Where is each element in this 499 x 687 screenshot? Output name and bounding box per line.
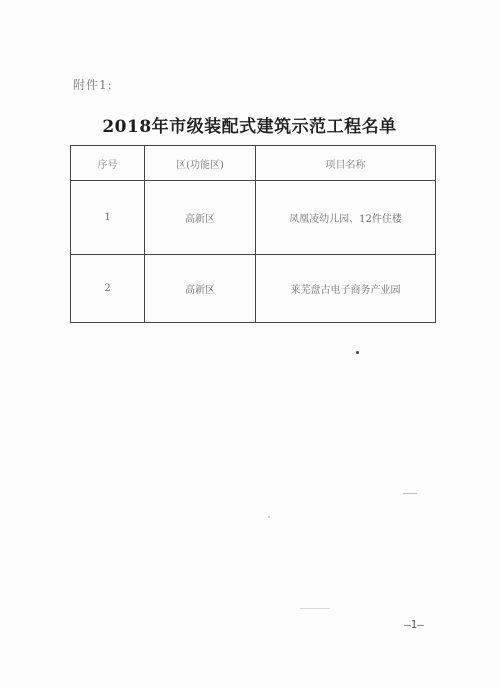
page-number: —1—	[404, 618, 424, 631]
table-header-row	[71, 146, 436, 181]
cell-district: 高新区	[145, 255, 256, 323]
cell-index: 1	[71, 181, 145, 255]
attachment-label: 附件1:	[73, 78, 113, 92]
scan-speck	[268, 516, 270, 518]
header-index: 序号	[71, 146, 145, 181]
document-title: 2018年市级装配式建筑示范工程名单	[102, 117, 397, 137]
project-table-container	[70, 145, 435, 323]
scan-speck	[403, 493, 417, 494]
cell-district: 高新区	[145, 181, 256, 255]
header-district: 区(功能区)	[145, 146, 256, 181]
scan-speck	[356, 351, 359, 354]
scan-speck	[300, 608, 330, 609]
cell-project-name: 凤凰凌幼儿园、12件住楼	[256, 181, 436, 255]
table-row	[71, 255, 436, 323]
header-project-name: 项目名称	[256, 146, 436, 181]
table-row	[71, 181, 436, 255]
cell-index: 2	[71, 255, 145, 323]
cell-project-name: 莱芜盘古电子商务产业园	[256, 255, 436, 323]
project-table	[70, 145, 436, 323]
